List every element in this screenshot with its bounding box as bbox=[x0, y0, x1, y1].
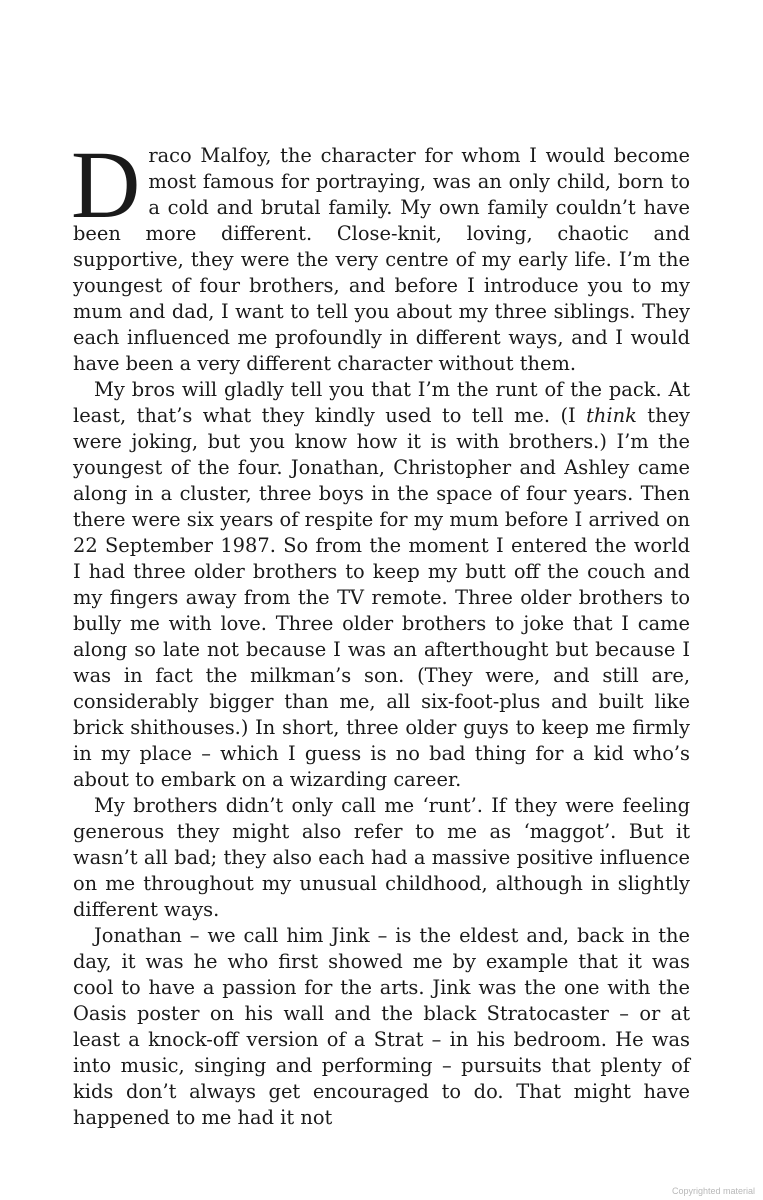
paragraph-2 bbox=[73, 377, 690, 793]
paragraph-1 bbox=[71, 131, 690, 377]
copyright-watermark: Copyrighted material bbox=[671, 1186, 755, 1196]
drop-cap: D bbox=[71, 131, 141, 238]
book-page-body bbox=[71, 131, 691, 1131]
paragraph-2-emphasis: think bbox=[586, 404, 637, 427]
paragraph-4: Jonathan – we call him Jink – is the eldest and, back in the day, it was he who first showed me by example that it was cool to have a passion for the arts. Jink was the one with the Oasis poster on his wall and the black Stratocaster – or at least a knock-off version of a Strat – in his bedroom. He was into music, singing and performing – pursuits that plenty of kids don’t always get encouraged to do. That might have happened to me had it not bbox=[73, 924, 690, 1129]
paragraph-2-text-start: My bros will gladly tell you that I’m the runt of the pack. At least, that’s what they kindly used to tell me. (I bbox=[73, 378, 690, 427]
paragraph-1-text: raco Malfoy, the character for whom I would become most famous for portraying, was an only child, born to a cold and brutal family. My own family couldn’t have been more different. Close-knit, loving, chaotic and supportive, they were the very centre of my early life. I’m the youngest of four brothers, and before I introduce you to my mum and dad, I want to tell you about my three siblings. They each influenced me profoundly in different ways, and I would have been a very different character without them. bbox=[73, 144, 690, 375]
paragraph-2-text-end: they were joking, but you know how it is with brothers.) I’m the youngest of the four. Jonathan, Christopher and Ashley came along in a cluster, three boys in the space of four years. Then there were six years of respite for my mum before I arrived on 22 September 1987. So from the moment I entered the world I had three older brothers to keep my butt off the couch and my fingers away from the TV remote. Three older brothers to bully me with love. Three older brothers to joke that I came along so late not because I was an afterthought but because I was in fact the milkman’s son. (They were, and still are, considerably bigger than me, all six-foot-plus and built like brick shithouses.) In short, three older guys to keep me firmly in my place – which I guess is no bad thing for a kid who’s about to embark on a wizarding career. bbox=[73, 404, 691, 791]
paragraph-3: My brothers didn’t only call me ‘runt’. If they were feeling generous they might also refer to me as ‘maggot’. But it wasn’t all bad; they also each had a massive positive influence on me throughout my unusual childhood, although in slightly different ways. bbox=[73, 794, 690, 921]
